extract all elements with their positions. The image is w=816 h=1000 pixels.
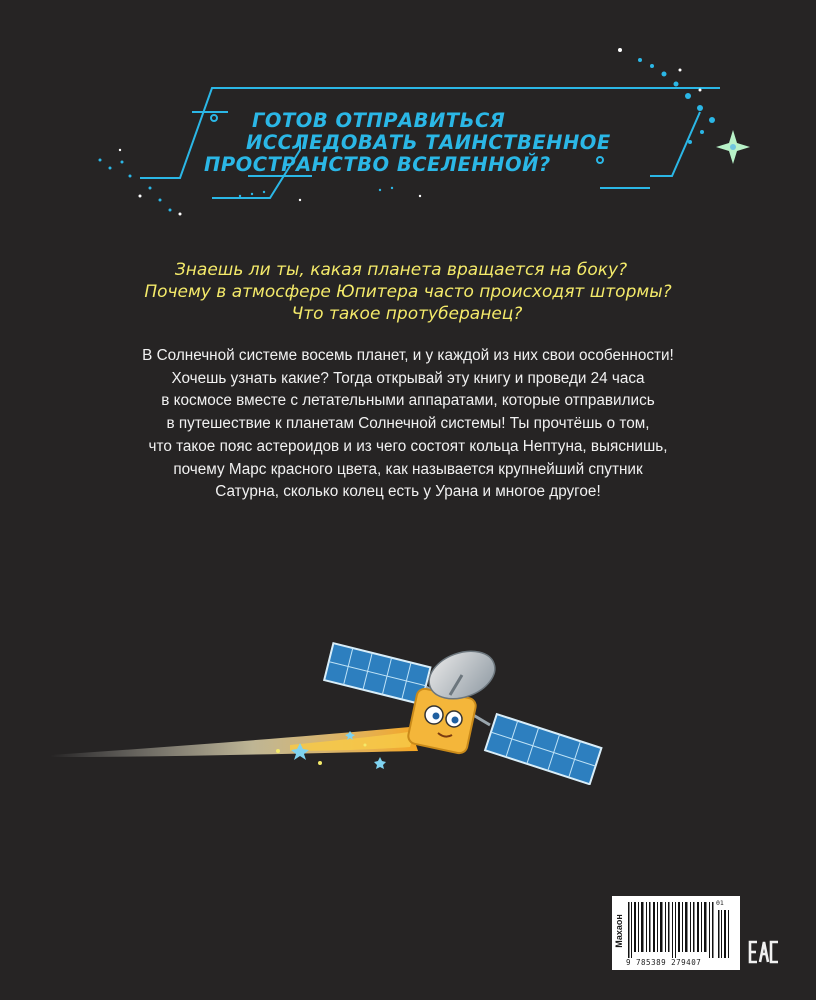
eac-mark-icon — [748, 935, 780, 969]
description-line: Хочешь узнать какие? Тогда открывай эту книгу и проведи 24 часа — [171, 369, 645, 387]
description-line: в путешествие к планетам Солнечной системы! Ты прочтёшь о том, — [166, 415, 650, 433]
description-line: В Солнечной системе восемь планет, и у каждой из них свои особенности! — [142, 347, 674, 364]
description-line: в космосе вместе с летательными аппаратами, которые отправились — [161, 392, 655, 410]
description-line: Сатурна, сколько колец есть у Урана и многое другое! — [215, 483, 601, 501]
description-line: что такое пояс астероидов и из чего состоят кольца Нептуна, выяснишь, — [148, 437, 668, 455]
question-3: Что такое протуберанец? — [291, 304, 523, 324]
description-line: почему Марс красного цвета, как называется крупнейший спутник — [173, 460, 643, 478]
banner-headline — [190, 110, 660, 176]
question-block — [0, 259, 816, 325]
banner-line-3: ПРОСТРАНСТВО ВСЕЛЕННОЙ? — [204, 153, 551, 176]
star-icon — [716, 130, 750, 164]
isbn-barcode — [612, 896, 740, 970]
barcode-addon: 01 — [716, 899, 724, 907]
barcode-bars — [628, 902, 732, 958]
banner-line-1: ГОТОВ ОТПРАВИТЬСЯ — [252, 109, 506, 132]
question-1: Знаешь ли ты, какая планета вращается на боку? — [174, 260, 628, 280]
banner-line-2: ИССЛЕДОВАТЬ ТАИНСТВЕННОЕ — [246, 131, 611, 154]
satellite-illustration — [50, 635, 610, 785]
publisher-name: Махаон — [614, 914, 624, 948]
barcode-digits: 9 785389 279407 — [626, 958, 702, 967]
publisher-logo-icon — [612, 896, 626, 970]
description-text — [0, 345, 816, 504]
question-2: Почему в атмосфере Юпитера часто происходят штормы? — [144, 282, 672, 302]
